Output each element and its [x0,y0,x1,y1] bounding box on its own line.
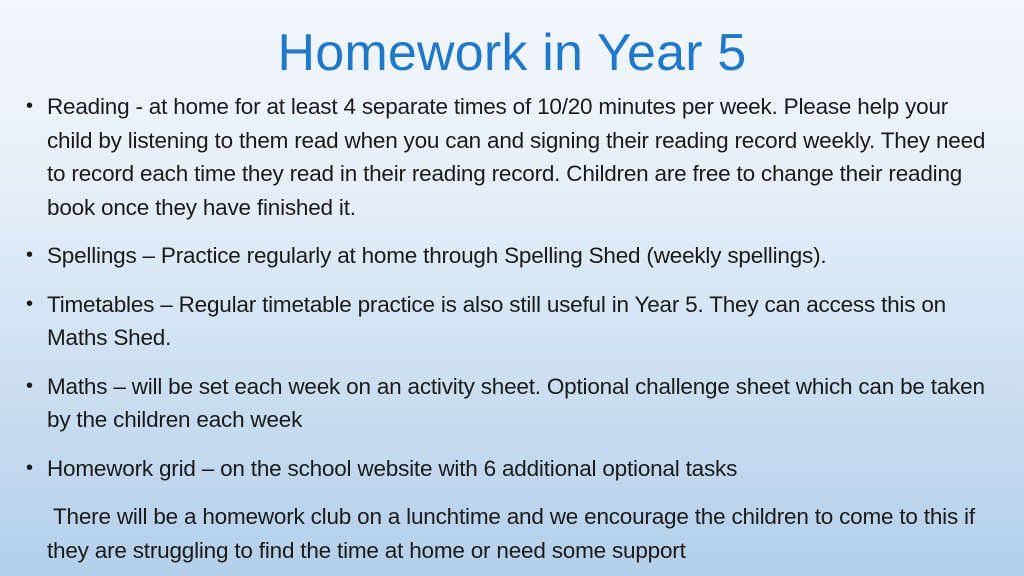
bullet-text-timetables: Timetables – Regular timetable practice is also still useful in Year 5. They can access this on Maths Shed. [47,291,946,350]
bullet-text-spellings: Spellings – Practice regularly at home through Spelling Shed (weekly spellings). [47,243,827,268]
bullet-timetables [0,288,1024,355]
bullet-dot: • [26,374,33,397]
bullet-list [0,90,1024,567]
bullet-text-reading: Reading - at home for at least 4 separate times of 10/20 minutes per week. Please help your child by listening to them read when you can and signing their reading record weekly. They need to record each time they read in their reading record. Children are free to change their reading book once they have finished it. [47,94,986,220]
closing-paragraph: There will be a homework club on a lunchtime and we encourage the children to come to this if they are struggling to find the time at home or need some support [47,504,975,563]
bullet-homework-grid [0,452,1024,486]
bullet-spellings [0,239,1024,273]
slide-title: Homework in Year 5 [277,24,747,82]
bullet-dot: • [26,244,33,266]
bullet-text-homework-grid: Homework grid – on the school website with 6 additional optional tasks [47,455,738,481]
bullet-dot: • [26,292,33,315]
bullet-dot: • [26,456,33,479]
bullet-reading [0,90,1024,224]
bullet-text-maths: Maths – will be set each week on an activity sheet. Optional challenge sheet which can be taken by the children each week [47,373,985,432]
bullet-maths [0,370,1024,437]
bullet-dot: • [26,95,33,117]
